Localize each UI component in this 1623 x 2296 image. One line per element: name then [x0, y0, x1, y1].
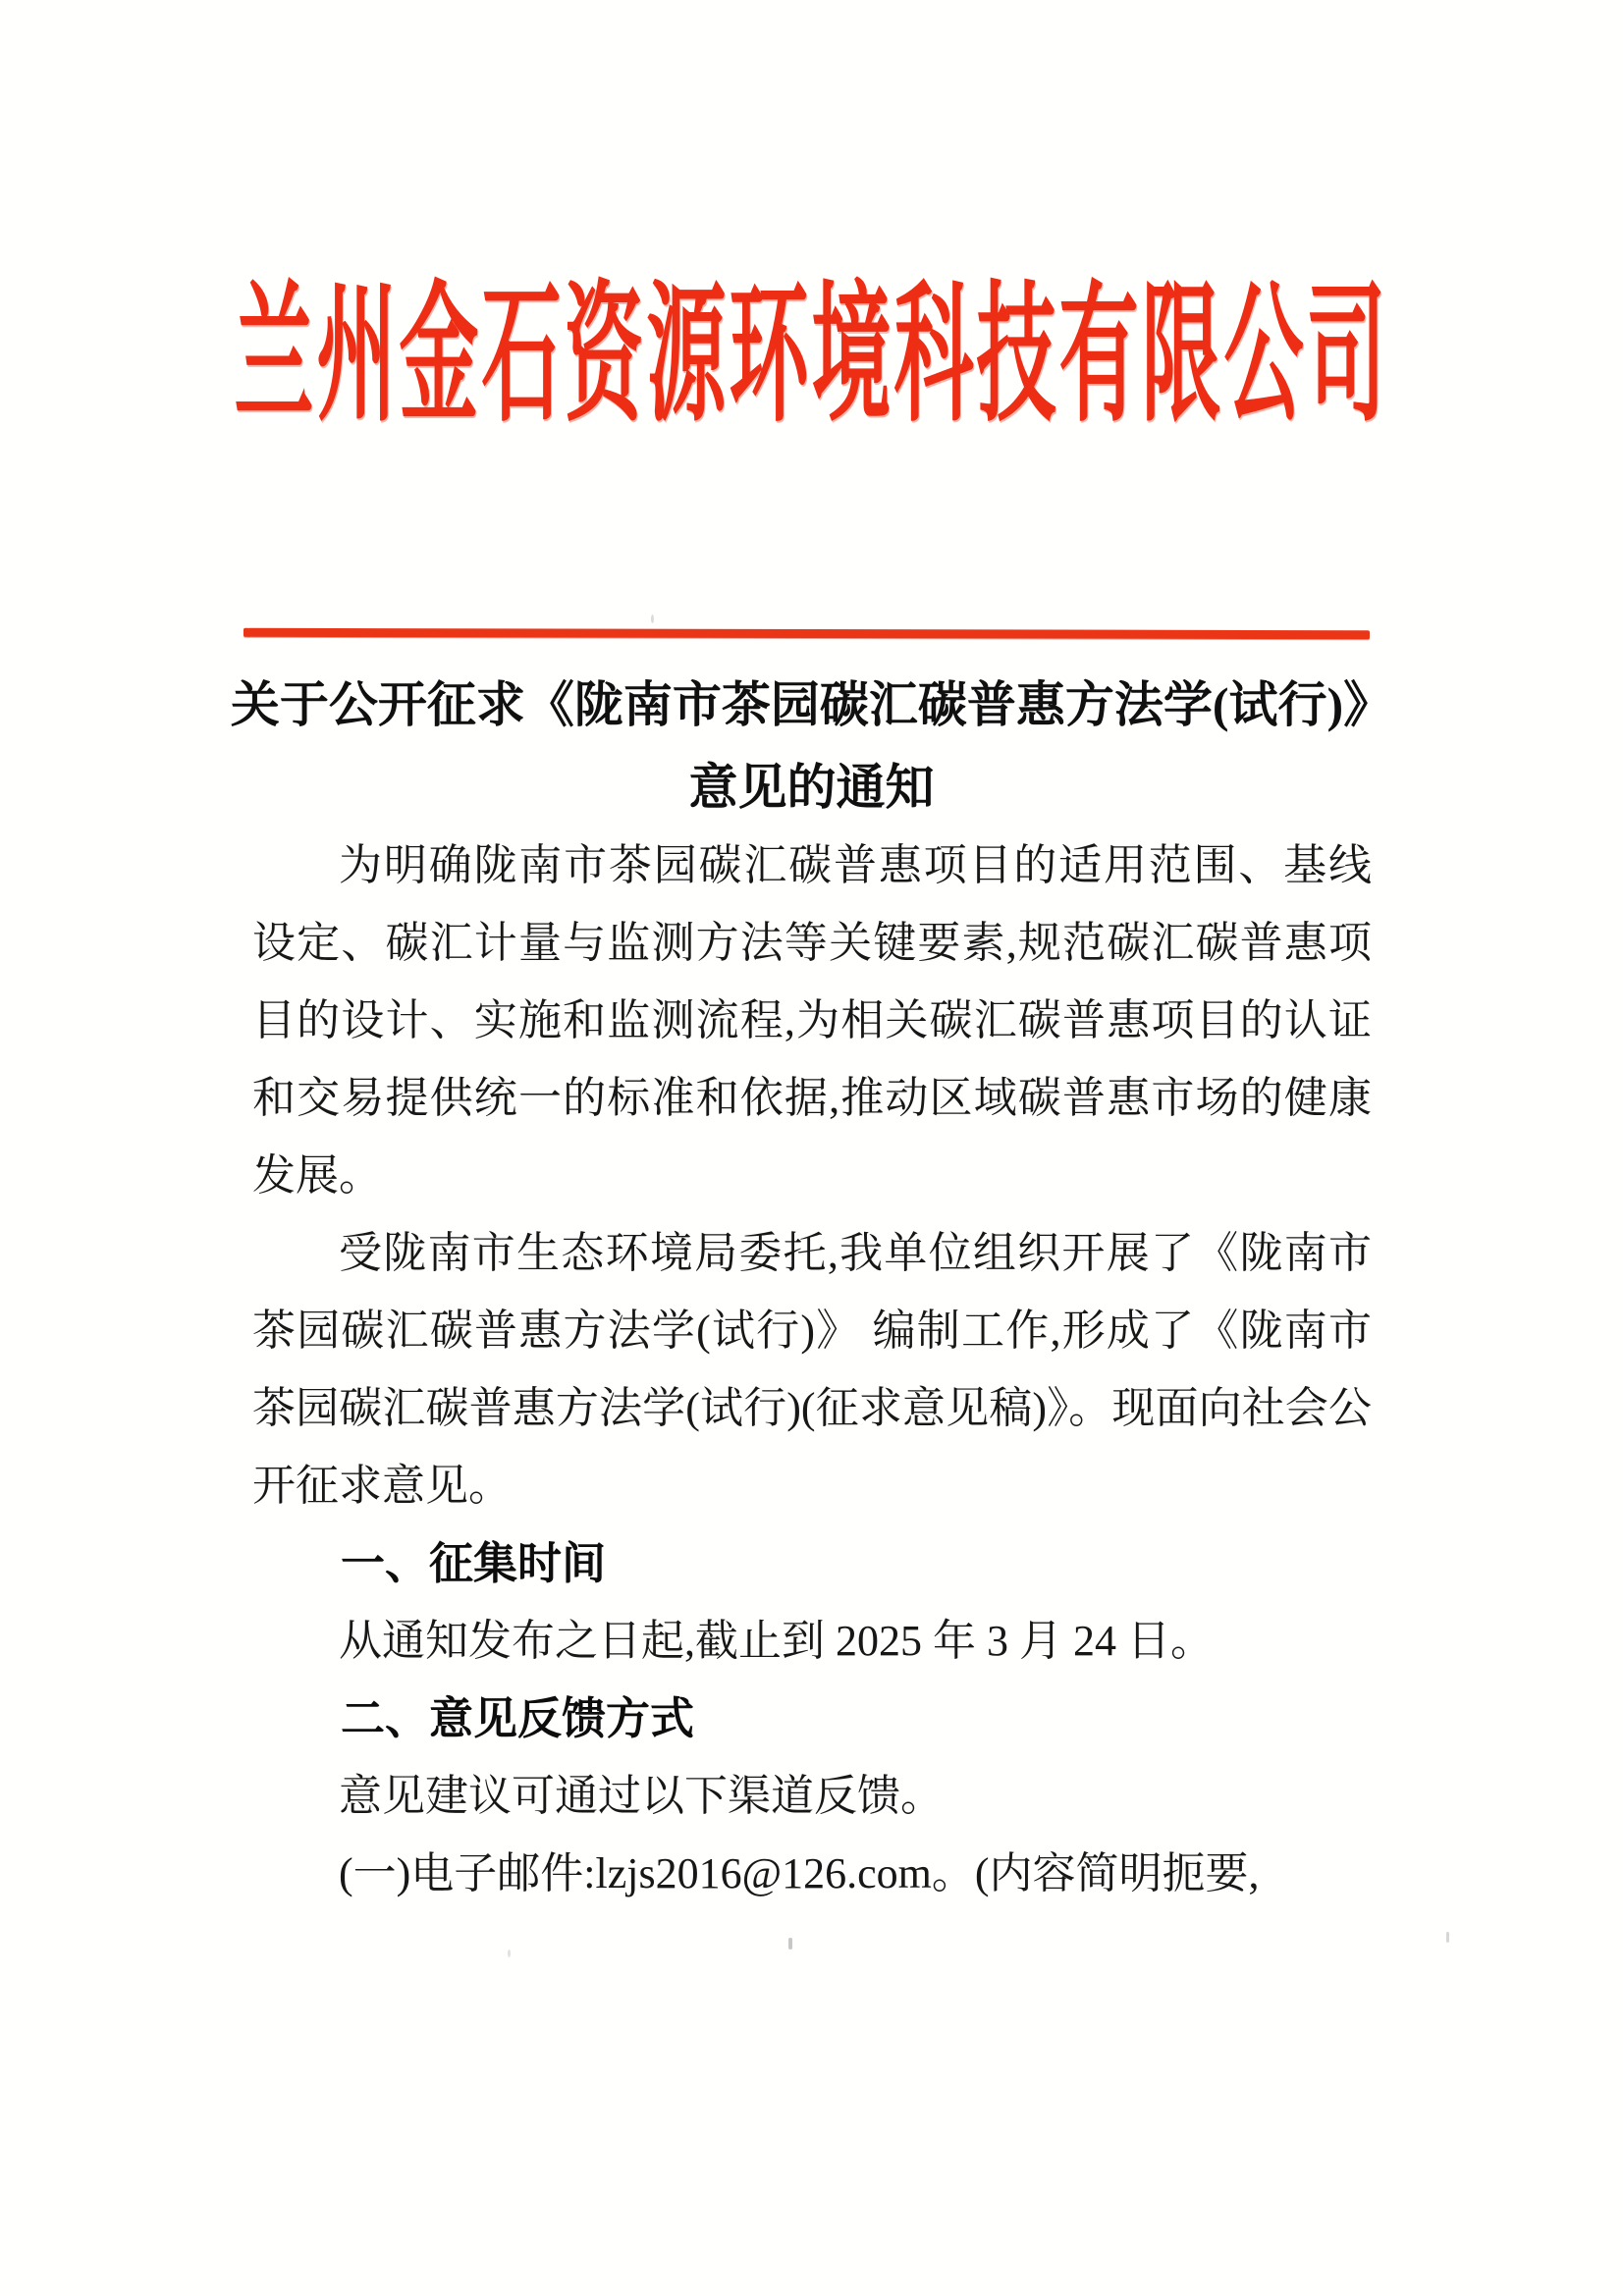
email-channel-note: 。(内容简明扼要,: [931, 1849, 1260, 1897]
paragraph-background: 受陇南市生态环境局委托,我单位组织开展了《陇南市茶园碳汇碳普惠方法学(试行)》 编制工作,形成了《陇南市茶园碳汇碳普惠方法学(试行)(征求意见稿)》。现面向社会公开征求意见。: [252, 1229, 1372, 1510]
email-address-text: lzjs2016@126.com: [595, 1849, 932, 1897]
email-channel-label: (一)电子邮件:: [339, 1849, 596, 1897]
notice-body: [252, 827, 1372, 1912]
scan-speck: [1446, 1932, 1449, 1943]
paragraph-feedback-intro: 意见建议可通过以下渠道反馈。: [339, 1772, 944, 1820]
document-title-line1: 关于公开征求《陇南市茶园碳汇碳普惠方法学(试行)》: [230, 677, 1393, 732]
letterhead-divider-line: [243, 628, 1370, 639]
document-title-line2: 意见的通知: [688, 760, 935, 815]
section-heading-collection-time: 一、征集时间: [341, 1538, 607, 1588]
company-letterhead: 兰州金石资源环境科技有限公司: [234, 272, 1389, 441]
paragraph-email-channel: [252, 1835, 1372, 1912]
scan-speck: [788, 1938, 792, 1949]
scan-speck: [508, 1949, 511, 1957]
paragraph-purpose: 为明确陇南市茶园碳汇碳普惠项目的适用范围、基线设定、碳汇计量与监测方法等关键要素,规范碳汇碳普惠项目的设计、实施和监测流程,为相关碳汇碳普惠项目的认证和交易提供统一的标准和依据,推动区域碳普惠市场的健康发展。: [252, 841, 1372, 1200]
section-heading-feedback-method: 二、意见反馈方式: [341, 1693, 695, 1743]
scan-speck: [651, 614, 654, 623]
paragraph-deadline: 从通知发布之日起,截止到 2025 年 3 月 24 日。: [339, 1617, 1214, 1665]
document-title: [0, 664, 1623, 828]
